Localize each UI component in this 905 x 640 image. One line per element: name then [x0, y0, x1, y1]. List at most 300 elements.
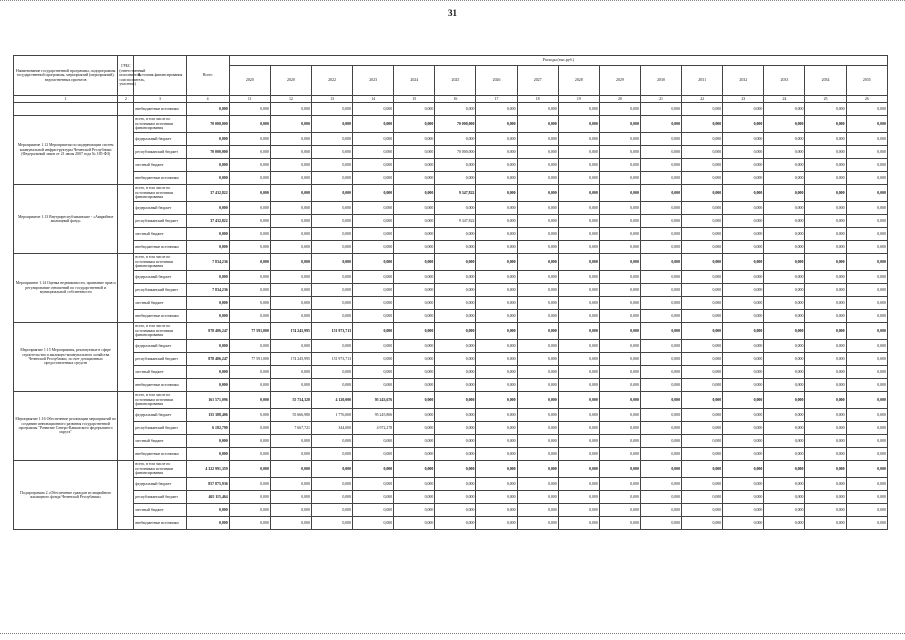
value-cell: 0,000	[270, 379, 311, 392]
value-cell: 0,000	[517, 185, 558, 202]
table-row	[14, 422, 888, 435]
value-cell: 0,000	[517, 116, 558, 133]
value-cell: 0,000	[723, 284, 764, 297]
value-cell: 0,000	[229, 461, 270, 478]
total-cell: 37 432,822	[186, 185, 229, 202]
value-cell: 0,000	[229, 284, 270, 297]
source-label: всего, в том числе по источникам источники финансирования	[134, 254, 186, 271]
value-cell: 0,000	[640, 323, 681, 340]
table-row	[14, 379, 888, 392]
value-cell: 0,000	[394, 409, 435, 422]
value-cell: 0,000	[764, 228, 805, 241]
value-cell: 0,000	[517, 323, 558, 340]
value-cell: 7 667,721	[270, 422, 311, 435]
value-cell: 0,000	[640, 310, 681, 323]
value-cell: 0,000	[435, 271, 476, 284]
value-cell: 0,000	[517, 379, 558, 392]
source-label: федеральный бюджет	[134, 478, 186, 491]
total-cell: 0,000	[186, 517, 229, 530]
value-cell: 0,000	[682, 517, 723, 530]
value-cell: 0,000	[764, 172, 805, 185]
value-cell: 0,000	[640, 340, 681, 353]
value-cell: 0,000	[846, 146, 887, 159]
value-cell: 0,000	[394, 422, 435, 435]
value-cell: 0,000	[311, 435, 352, 448]
total-cell: 0,000	[186, 310, 229, 323]
value-cell: 0,000	[517, 366, 558, 379]
value-cell: 0,000	[682, 116, 723, 133]
block-name: Мероприятие 1.16 Обеспечение реализации мероприятий по созданию инновационного развития государственной программы "Развитие Северо-Кавказского федерального округа"	[14, 392, 118, 461]
value-cell: 0,000	[311, 172, 352, 185]
value-cell: 0,000	[805, 353, 846, 366]
value-cell: 0,000	[723, 159, 764, 172]
value-cell: 0,000	[229, 422, 270, 435]
value-cell: 0,000	[353, 133, 394, 146]
source-label: местный бюджет	[134, 366, 186, 379]
scan-artifact-top	[0, 0, 905, 4]
value-cell: 0,000	[846, 202, 887, 215]
block-name: Мероприятие 1.13 Внутриреспубликанские - «Аварийное жилищный фонд»	[14, 185, 118, 254]
value-cell: 0,000	[476, 461, 517, 478]
header-year: 2025	[435, 66, 476, 96]
value-cell: 0,000	[682, 202, 723, 215]
value-cell: 0,000	[311, 478, 352, 491]
value-cell: 0,000	[270, 448, 311, 461]
value-cell: 0,000	[229, 146, 270, 159]
value-cell: 0,000	[394, 379, 435, 392]
value-cell: 0,000	[558, 133, 599, 146]
value-cell: 0,000	[764, 215, 805, 228]
value-cell: 151 973,713	[311, 353, 352, 366]
value-cell: 0,000	[764, 379, 805, 392]
value-cell: 0,000	[846, 241, 887, 254]
value-cell: 0,000	[682, 284, 723, 297]
header-year: 2030	[640, 66, 681, 96]
value-cell: 0,000	[270, 215, 311, 228]
value-cell: 0,000	[435, 323, 476, 340]
value-cell: 0,000	[353, 461, 394, 478]
value-cell: 0,000	[805, 491, 846, 504]
value-cell: 0,000	[394, 491, 435, 504]
value-cell: 0,000	[846, 159, 887, 172]
value-cell: 0,000	[764, 185, 805, 202]
value-cell: 0,000	[270, 172, 311, 185]
total-cell: 161 571,096	[186, 392, 229, 409]
table-row	[14, 310, 888, 323]
value-cell: 0,000	[229, 185, 270, 202]
value-cell: 0,000	[805, 461, 846, 478]
value-cell: 0,000	[558, 297, 599, 310]
value-cell: 0,000	[476, 146, 517, 159]
value-cell: 0,000	[805, 517, 846, 530]
value-cell: 0,000	[682, 504, 723, 517]
column-index: 25	[805, 96, 846, 103]
value-cell: 0,000	[517, 353, 558, 366]
header-source: Источник финансирования	[134, 56, 186, 96]
value-cell: 0,000	[476, 103, 517, 116]
value-cell: 0,000	[435, 478, 476, 491]
value-cell: 0,000	[311, 379, 352, 392]
source-label: республиканский бюджет	[134, 353, 186, 366]
value-cell: 0,000	[723, 297, 764, 310]
value-cell: 0,000	[558, 284, 599, 297]
value-cell: 0,000	[599, 159, 640, 172]
table-row	[14, 202, 888, 215]
value-cell: 0,000	[517, 297, 558, 310]
value-cell: 0,000	[723, 202, 764, 215]
block-grbs	[118, 116, 134, 185]
value-cell: 0,000	[764, 284, 805, 297]
value-cell: 0,000	[640, 133, 681, 146]
value-cell: 9 347,822	[435, 215, 476, 228]
value-cell: 0,000	[846, 228, 887, 241]
value-cell: 0,000	[640, 366, 681, 379]
value-cell: 0,000	[599, 185, 640, 202]
value-cell: 0,000	[517, 435, 558, 448]
value-cell: 0,000	[476, 517, 517, 530]
value-cell: 0,000	[353, 435, 394, 448]
scan-artifact-bottom	[0, 633, 905, 636]
header-year: 2035	[846, 66, 887, 96]
value-cell: 0,000	[805, 504, 846, 517]
value-cell: 0,000	[640, 379, 681, 392]
value-cell: 0,000	[476, 254, 517, 271]
total-cell: 465 115,464	[186, 491, 229, 504]
value-cell: 0,000	[558, 366, 599, 379]
value-cell: 0,000	[640, 478, 681, 491]
value-cell: 0,000	[229, 215, 270, 228]
value-cell: 95 245,806	[353, 409, 394, 422]
value-cell: 0,000	[476, 448, 517, 461]
value-cell: 0,000	[435, 461, 476, 478]
value-cell: 0,000	[476, 284, 517, 297]
value-cell: 0,000	[682, 228, 723, 241]
table-row	[14, 133, 888, 146]
value-cell: 0,000	[805, 103, 846, 116]
source-label: республиканский бюджет	[134, 491, 186, 504]
value-cell: 0,000	[394, 310, 435, 323]
value-cell: 0,000	[558, 478, 599, 491]
value-cell: 0,000	[353, 379, 394, 392]
table-row	[14, 448, 888, 461]
value-cell: 0,000	[558, 353, 599, 366]
table-row	[14, 366, 888, 379]
source-label: всего, в том числе по источникам источники финансирования	[134, 116, 186, 133]
value-cell: 0,000	[270, 241, 311, 254]
value-cell: 0,000	[435, 297, 476, 310]
value-cell: 0,000	[599, 504, 640, 517]
value-cell: 0,000	[311, 448, 352, 461]
block-grbs	[118, 103, 134, 116]
value-cell: 0,000	[846, 103, 887, 116]
source-label: внебюджетные источники	[134, 517, 186, 530]
value-cell: 0,000	[353, 172, 394, 185]
header-year: 2024	[394, 66, 435, 96]
value-cell: 0,000	[476, 133, 517, 146]
value-cell: 0,000	[394, 353, 435, 366]
table-row	[14, 340, 888, 353]
value-cell: 0,000	[476, 478, 517, 491]
value-cell: 0,000	[517, 146, 558, 159]
value-cell: 0,000	[599, 133, 640, 146]
value-cell: 0,000	[846, 297, 887, 310]
value-cell: 0,000	[764, 241, 805, 254]
source-label: внебюджетные источники	[134, 172, 186, 185]
value-cell: 0,000	[682, 297, 723, 310]
value-cell: 0,000	[805, 159, 846, 172]
value-cell: 0,000	[517, 215, 558, 228]
value-cell: 0,000	[353, 297, 394, 310]
value-cell: 0,000	[805, 228, 846, 241]
total-cell: 0,000	[186, 172, 229, 185]
value-cell: 0,000	[599, 103, 640, 116]
value-cell: 0,000	[229, 379, 270, 392]
value-cell: 0,000	[764, 491, 805, 504]
value-cell: 0,000	[435, 284, 476, 297]
source-label: республиканский бюджет	[134, 284, 186, 297]
value-cell: 0,000	[394, 202, 435, 215]
table-row	[14, 478, 888, 491]
value-cell: 0,000	[394, 215, 435, 228]
value-cell: 0,000	[353, 228, 394, 241]
value-cell: 0,000	[846, 271, 887, 284]
block-name: Мероприятие 1.14 Оценка недвижимости, признание прав и регулирование отношений по государственной и муниципальной собственности	[14, 254, 118, 323]
value-cell: 0,000	[599, 448, 640, 461]
source-label: внебюджетные источники	[134, 310, 186, 323]
value-cell: 0,000	[270, 310, 311, 323]
value-cell: 0,000	[640, 392, 681, 409]
value-cell: 0,000	[229, 478, 270, 491]
table-row	[14, 228, 888, 241]
value-cell: 0,000	[394, 228, 435, 241]
value-cell: 0,000	[270, 202, 311, 215]
value-cell: 0,000	[270, 366, 311, 379]
value-cell: 0,000	[682, 340, 723, 353]
header-year: 2022	[311, 66, 352, 96]
value-cell: 0,000	[723, 379, 764, 392]
source-label: федеральный бюджет	[134, 133, 186, 146]
table-row	[14, 284, 888, 297]
value-cell: 0,000	[311, 366, 352, 379]
value-cell: 0,000	[723, 517, 764, 530]
value-cell: 0,000	[435, 202, 476, 215]
value-cell: 0,000	[270, 284, 311, 297]
value-cell: 0,000	[805, 310, 846, 323]
value-cell: 0,000	[476, 172, 517, 185]
total-cell: 0,000	[186, 133, 229, 146]
value-cell: 0,000	[805, 379, 846, 392]
value-cell: 0,000	[682, 422, 723, 435]
value-cell: 0,000	[270, 228, 311, 241]
value-cell: 0,000	[764, 461, 805, 478]
value-cell: 0,000	[846, 116, 887, 133]
table-row	[14, 409, 888, 422]
value-cell: 0,000	[229, 448, 270, 461]
value-cell: 0,000	[394, 340, 435, 353]
value-cell: 0,000	[311, 297, 352, 310]
value-cell: 0,000	[723, 254, 764, 271]
value-cell: 0,000	[394, 159, 435, 172]
value-cell: 0,000	[311, 461, 352, 478]
value-cell: 0,000	[764, 103, 805, 116]
value-cell: 0,000	[517, 284, 558, 297]
value-cell: 0,000	[764, 202, 805, 215]
value-cell: 0,000	[229, 504, 270, 517]
value-cell: 0,000	[229, 435, 270, 448]
value-cell: 0,000	[723, 448, 764, 461]
value-cell: 0,000	[846, 310, 887, 323]
table-row	[14, 254, 888, 271]
value-cell: 0,000	[764, 297, 805, 310]
column-index: 2	[118, 96, 134, 103]
header-year: 2020	[229, 66, 270, 96]
header-year: 2026	[476, 66, 517, 96]
value-cell: 0,000	[517, 504, 558, 517]
value-cell: 0,000	[558, 172, 599, 185]
budget-table	[13, 55, 888, 530]
value-cell: 0,000	[599, 297, 640, 310]
value-cell: 0,000	[435, 353, 476, 366]
column-index: 14	[353, 96, 394, 103]
value-cell: 0,000	[394, 448, 435, 461]
column-index: 19	[558, 96, 599, 103]
value-cell: 0,000	[517, 202, 558, 215]
value-cell: 0,000	[846, 284, 887, 297]
value-cell: 0,000	[846, 392, 887, 409]
value-cell: 0,000	[682, 478, 723, 491]
value-cell: 0,000	[846, 517, 887, 530]
value-cell: 0,000	[558, 379, 599, 392]
value-cell: 0,000	[640, 116, 681, 133]
value-cell: 0,000	[435, 103, 476, 116]
value-cell: 0,000	[229, 241, 270, 254]
value-cell: 0,000	[846, 409, 887, 422]
value-cell: 0,000	[353, 254, 394, 271]
value-cell: 0,000	[682, 241, 723, 254]
value-cell: 0,000	[311, 241, 352, 254]
value-cell: 0,000	[394, 392, 435, 409]
value-cell: 0,000	[353, 215, 394, 228]
value-cell: 0,000	[353, 116, 394, 133]
value-cell: 0,000	[599, 409, 640, 422]
value-cell: 0,000	[599, 340, 640, 353]
table-row	[14, 491, 888, 504]
value-cell: 0,000	[476, 116, 517, 133]
value-cell: 0,000	[311, 103, 352, 116]
value-cell: 0,000	[640, 159, 681, 172]
table-row	[14, 241, 888, 254]
value-cell: 0,000	[353, 103, 394, 116]
value-cell: 0,000	[476, 504, 517, 517]
value-cell: 0,000	[640, 202, 681, 215]
value-cell: 0,000	[723, 215, 764, 228]
value-cell: 0,000	[764, 323, 805, 340]
value-cell: 0,000	[353, 241, 394, 254]
table-row	[14, 435, 888, 448]
value-cell: 0,000	[846, 379, 887, 392]
value-cell: 0,000	[353, 146, 394, 159]
value-cell: 0,000	[229, 103, 270, 116]
value-cell: 0,000	[682, 215, 723, 228]
value-cell: 0,000	[435, 310, 476, 323]
header-total: Всего	[186, 56, 229, 96]
value-cell: 0,000	[558, 323, 599, 340]
value-cell: 0,000	[558, 491, 599, 504]
table-row	[14, 215, 888, 228]
value-cell: 0,000	[353, 284, 394, 297]
value-cell: 0,000	[476, 366, 517, 379]
total-cell: 878 406,247	[186, 323, 229, 340]
table-row	[14, 103, 888, 116]
block-name: Мероприятие 1.12 Мероприятия по модернизации систем коммунальной инфраструктуры Чеченской Республики (Федеральный закон от 21 июля 2007 года № 185-ФЗ)	[14, 116, 118, 185]
value-cell: 0,000	[723, 133, 764, 146]
value-cell: 0,000	[558, 504, 599, 517]
value-cell: 0,000	[435, 435, 476, 448]
value-cell: 0,000	[846, 185, 887, 202]
value-cell: 0,000	[764, 116, 805, 133]
value-cell: 0,000	[517, 409, 558, 422]
table-row	[14, 146, 888, 159]
value-cell: 0,000	[476, 409, 517, 422]
value-cell: 0,000	[723, 461, 764, 478]
total-cell: 0,000	[186, 103, 229, 116]
value-cell: 0,000	[805, 185, 846, 202]
value-cell: 0,000	[805, 271, 846, 284]
value-cell: 0,000	[599, 215, 640, 228]
value-cell: 9 347,822	[435, 185, 476, 202]
value-cell: 0,000	[311, 517, 352, 530]
value-cell: 0,000	[682, 409, 723, 422]
value-cell: 0,000	[270, 491, 311, 504]
value-cell: 0,000	[682, 392, 723, 409]
total-cell: 857 875,936	[186, 478, 229, 491]
table-row	[14, 185, 888, 202]
value-cell: 0,000	[394, 284, 435, 297]
value-cell: 0,000	[435, 241, 476, 254]
value-cell: 0,000	[723, 435, 764, 448]
column-index: 21	[640, 96, 681, 103]
value-cell: 0,000	[229, 271, 270, 284]
value-cell: 0,000	[270, 435, 311, 448]
value-cell: 0,000	[723, 340, 764, 353]
column-index: 20	[599, 96, 640, 103]
value-cell: 0,000	[599, 254, 640, 271]
column-index: 4	[186, 96, 229, 103]
value-cell: 0,000	[682, 310, 723, 323]
total-cell: 0,000	[186, 379, 229, 392]
value-cell: 0,000	[353, 202, 394, 215]
header-year: 2033	[764, 66, 805, 96]
value-cell: 0,000	[599, 379, 640, 392]
value-cell: 0,000	[517, 271, 558, 284]
table-row	[14, 271, 888, 284]
value-cell: 0,000	[764, 392, 805, 409]
block-grbs	[118, 323, 134, 392]
value-cell: 0,000	[640, 271, 681, 284]
value-cell: 77 591,000	[229, 323, 270, 340]
table-row	[14, 116, 888, 133]
table-row	[14, 392, 888, 409]
value-cell: 0,000	[353, 366, 394, 379]
value-cell: 0,000	[311, 340, 352, 353]
value-cell: 0,000	[805, 202, 846, 215]
value-cell: 0,000	[476, 215, 517, 228]
value-cell: 1 776,000	[311, 409, 352, 422]
value-cell: 55 754,328	[270, 392, 311, 409]
value-cell: 0,000	[476, 297, 517, 310]
header-year: 2034	[805, 66, 846, 96]
source-label: всего, в том числе по источникам источники финансирования	[134, 323, 186, 340]
